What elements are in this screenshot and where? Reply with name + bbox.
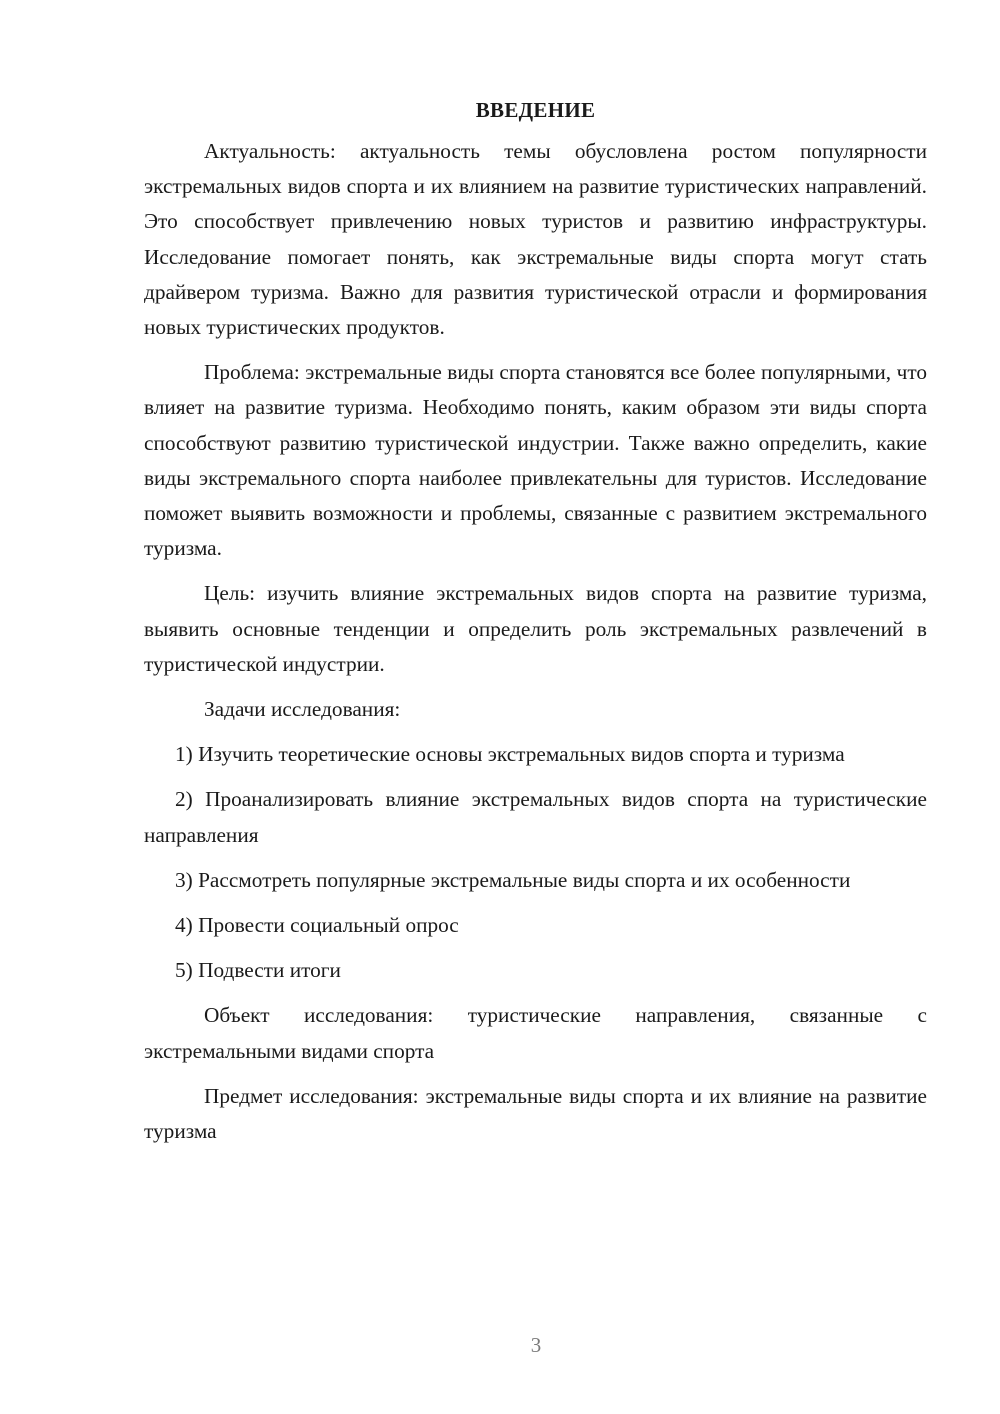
task-item: 2) Проанализировать влияние экстремальных видов спорта на туристические направления: [144, 787, 927, 847]
tasks-heading: Задачи исследования:: [204, 697, 401, 722]
goal-paragraph: Цель: изучить влияние экстремальных видов спорта на развитие туризма, выявить основные тенденции и определить роль экстремальных развлечений в туристической индустрии.: [144, 581, 927, 676]
document-page: [144, 94, 927, 1159]
section-title: ВВЕДЕНИЕ: [475, 98, 596, 122]
task-item: 1) Изучить теоретические основы экстремальных видов спорта и туризма: [175, 742, 845, 767]
task-item: 3) Рассмотреть популярные экстремальные виды спорта и их особенности: [175, 867, 851, 892]
problem-paragraph: Проблема: экстремальные виды спорта становятся все более популярными, что влияет на развитие туризма. Необходимо понять, каким образом эти виды спорта способствуют развитию туристической индустрии. Также важно определить, какие виды экстремального спорта наиболее привлекательны для туристов. Исследование поможет выявить возможности и проблемы, связанные с развитием экстремального туризма.: [144, 360, 927, 561]
task-item: 5) Подвести итоги: [175, 958, 341, 983]
subject-paragraph: Предмет исследования: экстремальные виды спорта и их влияние на развитие туризма: [144, 1083, 927, 1144]
object-paragraph: Объект исследования: туристические направления, связанные с экстремальными видами спорта: [144, 1003, 927, 1063]
relevance-paragraph: Актуальность: актуальность темы обусловлена ростом популярности экстремальных видов спорта и их влиянием на развитие туристических направлений. Это способствует привлечению новых туристов и развитию инфраструктуры. Исследование помогает понять, как экстремальные виды спорта могут стать драйвером туризма. Важно для развития туристической отрасли и формирования новых туристических продуктов.: [144, 139, 927, 340]
task-item: 4) Провести социальный опрос: [175, 913, 459, 938]
page-number: 3: [530, 1333, 542, 1357]
